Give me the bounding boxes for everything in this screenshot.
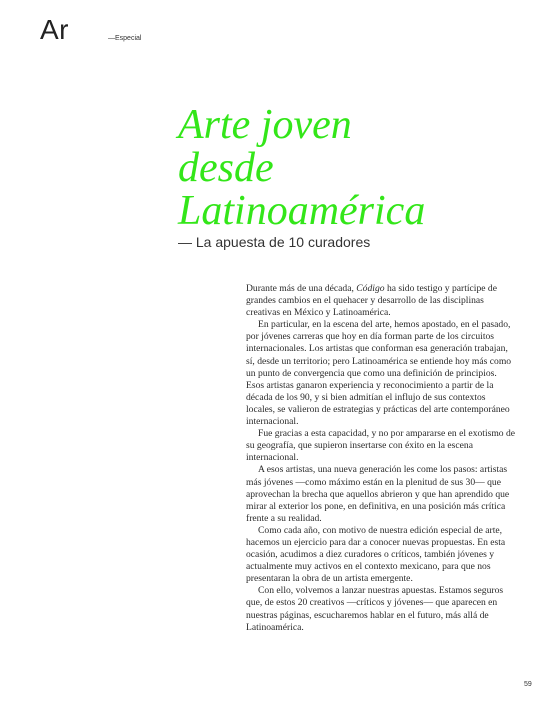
article-subtitle: — La apuesta de 10 curadores	[178, 234, 371, 250]
article-body	[246, 283, 516, 634]
section-mark: Ar	[40, 14, 69, 45]
paragraph-6: Con ello, volvemos a lanzar nuestras apuestas. Estamos seguros que, de estos 20 creativos —críticos y jóvenes— que aparecen en nuestras páginas, escucharemos hablar en el futuro, más allá de Latinoamérica.	[246, 585, 504, 633]
title-line-1: Arte joven	[178, 102, 352, 148]
paragraph-1	[246, 283, 516, 319]
magazine-name: Código	[356, 283, 385, 294]
article-title	[178, 104, 425, 233]
title-line-2: desde	[178, 145, 274, 191]
paragraph-1-rest: ha sido testigo y partícipe de grandes cambios en el quehacer y desarrollo de las disciplinas creativas en México y Latinoamérica.	[246, 283, 497, 319]
paragraph-4: A esos artistas, una nueva generación les come los pasos: artistas más jóvenes —como máximo están en la plenitud de sus 30— que aprovechan la brecha que aquellos abrieron y que han aprendido que mirar al exterior los pone, en definitiva, en una posición más crítica frente a su realidad.	[246, 464, 510, 524]
paragraph-2: En particular, en la escena del arte, hemos apostado, en el pasado, por jóvenes carreras que hoy en día forman parte de los circuitos internacionales. Los artistas que conforman esa generación trabajan, sí, desde un territorio; pero Latinoamérica se entiende hoy más como un punto de convergencia que como una definición de principios. Esos artistas ganaron experiencia y reconocimiento a partir de la década de los 90, y si bien admitían el influjo de sus contextos locales, se valieron de estrategias y prácticas del arte contemporáneo internacional.	[246, 319, 512, 428]
paragraph-3: Fue gracias a esta capacidad, y no por ampararse en el exotismo de su geografía, que supieron insertarse con éxito en la escena internacional.	[246, 428, 516, 464]
page-number: 59	[524, 681, 532, 688]
paragraph-5: Como cada año, con motivo de nuestra edición especial de arte, hacemos un ejercicio para dar a conocer nuevas propuestas. En esta ocasión, acudimos a diez curadores o críticos, también jóvenes y actualmente muy activos en el contexto mexicano, para que nos presentaran la obra de un artista emergente.	[246, 524, 506, 585]
title-line-3: Latinoamérica	[178, 188, 426, 234]
paragraph-1-intro: Durante más de una década,	[246, 283, 357, 294]
section-label: —Especial	[108, 35, 142, 42]
